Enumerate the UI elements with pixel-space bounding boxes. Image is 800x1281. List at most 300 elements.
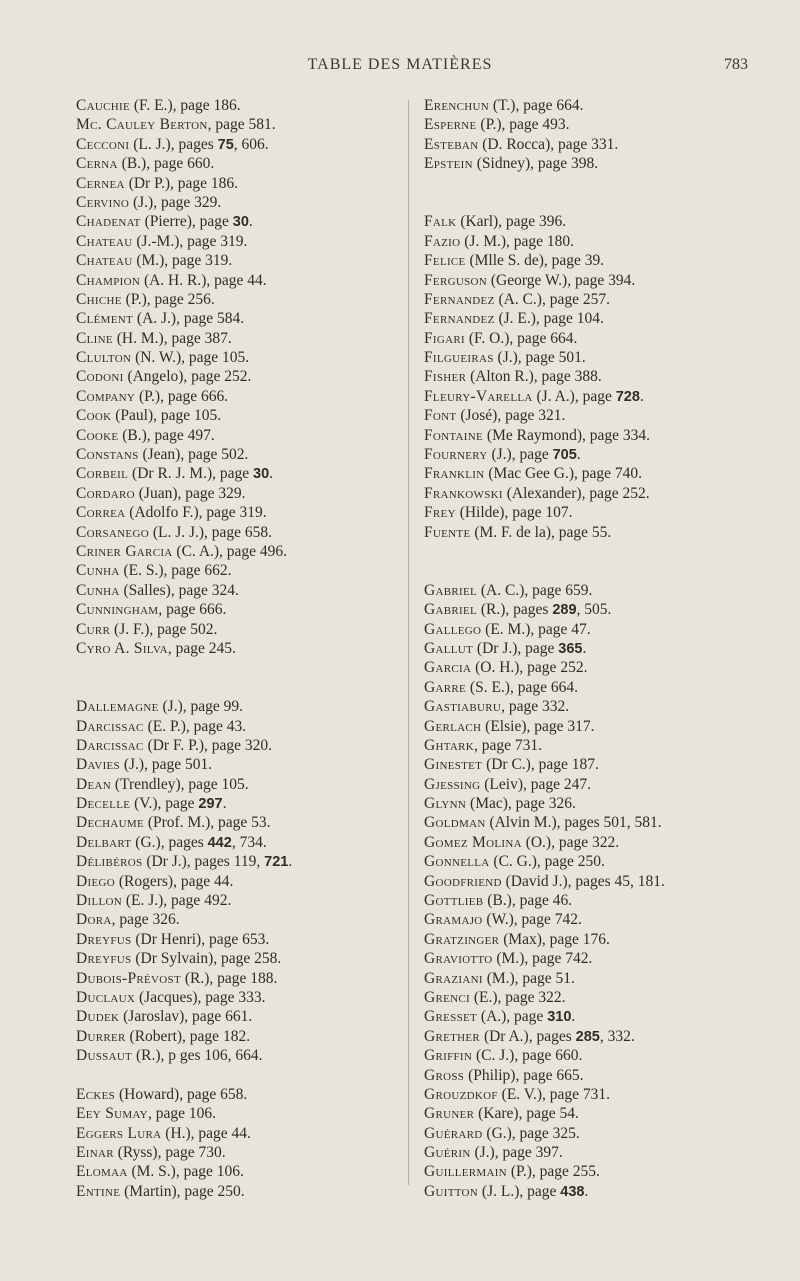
entry-name: Mc. Cauley Berton	[76, 116, 208, 134]
entry-name: Codoni	[76, 368, 124, 386]
entry-name: Darcissac	[76, 717, 144, 735]
index-entry	[424, 1104, 774, 1123]
entry-reference: (José), page 321.	[456, 407, 566, 425]
entry-name: Fleury-Varella	[424, 387, 533, 405]
entry-reference: (R.), page 188.	[180, 969, 278, 987]
entry-name: Duclaux	[76, 988, 136, 1006]
entry-name: Guérard	[424, 1124, 483, 1142]
entry-name: Elomaa	[76, 1163, 128, 1181]
entry-reference: (L. J.), pages	[129, 135, 218, 153]
index-entry	[424, 135, 774, 154]
index-entry	[76, 542, 406, 561]
entry-reference: (A. H. R.), page 44.	[140, 271, 267, 289]
entry-name: Esteban	[424, 135, 479, 153]
index-entry	[424, 833, 774, 852]
index-entry	[76, 891, 406, 910]
entry-name: Diego	[76, 872, 115, 890]
page-header	[0, 56, 800, 78]
index-entry	[76, 852, 406, 871]
entry-reference: (C. G.), page 250.	[489, 853, 605, 871]
entry-name: Guillermain	[424, 1163, 507, 1181]
entry-reference: (Dr R. J. M.), page	[128, 465, 254, 483]
entry-name: Grouzdkof	[424, 1085, 498, 1103]
entry-reference-tail: , 332.	[599, 1027, 635, 1045]
entry-reference: , page 326.	[111, 911, 180, 929]
index-entry	[76, 193, 406, 212]
entry-name: Corsanego	[76, 523, 149, 541]
entry-name: Grenci	[424, 988, 470, 1006]
column-divider	[408, 100, 409, 1185]
entry-reference: (E. V.), page 731.	[497, 1085, 611, 1103]
entry-main-page: 289	[552, 602, 577, 619]
entry-reference: , page 581.	[207, 116, 276, 134]
index-entry	[424, 348, 774, 367]
entry-main-page: 310	[547, 1009, 572, 1026]
entry-reference: (Dr J.), page	[473, 639, 559, 657]
entry-name: Curr	[76, 620, 111, 638]
entry-reference: (N. W.), page 105.	[131, 349, 250, 367]
index-entry	[424, 736, 774, 755]
running-title: TABLE DES MATIÈRES	[307, 56, 493, 73]
entry-name: Dillon	[76, 892, 122, 910]
entry-reference: (V.), page	[130, 795, 199, 813]
entry-main-page: 728	[615, 388, 640, 405]
entry-name: Garre	[424, 678, 467, 696]
entry-reference-tail: .	[639, 387, 644, 405]
entry-reference: (S. E.), page 664.	[466, 678, 578, 696]
entry-reference: (Mac), page 326.	[466, 795, 576, 813]
index-entry	[76, 794, 406, 813]
index-entry	[424, 1027, 774, 1046]
entry-reference: (A. C.), page 659.	[477, 581, 593, 599]
index-entry	[76, 639, 406, 658]
index-entry	[76, 1027, 406, 1046]
entry-name: Cunningham	[76, 601, 159, 619]
entry-reference-tail: .	[269, 465, 274, 483]
entry-reference: (Rogers), page 44.	[114, 872, 234, 890]
entry-name: Cunha	[76, 581, 120, 599]
entry-name: Eckes	[76, 1085, 116, 1103]
index-entry	[424, 891, 774, 910]
index-entry	[424, 717, 774, 736]
entry-name: Durrer	[76, 1027, 126, 1045]
entry-reference: (M. S.), page 106.	[127, 1163, 244, 1181]
entry-name: Guitton	[424, 1182, 479, 1200]
section-gap	[424, 193, 774, 212]
entry-reference: (O. H.), page 252.	[471, 659, 588, 677]
index-entry	[76, 717, 406, 736]
entry-name: Ghtark	[424, 736, 475, 754]
entry-reference: (A. C.), page 257.	[494, 290, 610, 308]
index-entry	[76, 620, 406, 639]
entry-reference-tail: .	[584, 1182, 589, 1200]
section-gap	[76, 678, 406, 697]
index-entry	[76, 775, 406, 794]
entry-name: Gonnella	[424, 853, 490, 871]
index-entry	[424, 484, 774, 503]
index-entry	[424, 1182, 774, 1201]
index-entry	[424, 426, 774, 445]
entry-reference: (Pierre), page	[140, 213, 233, 231]
index-entry	[76, 387, 406, 406]
index-entry	[424, 271, 774, 290]
index-entry	[424, 678, 774, 697]
index-entry	[424, 154, 774, 173]
index-entry	[424, 1143, 774, 1162]
index-entry	[76, 174, 406, 193]
entry-reference: (Ryss), page 730.	[113, 1144, 226, 1162]
index-entry	[424, 464, 774, 483]
entry-main-page: 30	[232, 214, 249, 231]
index-entry	[76, 1007, 406, 1026]
index-entry	[76, 251, 406, 270]
entry-main-page: 30	[253, 466, 270, 483]
entry-name: Darcissac	[76, 736, 144, 754]
entry-name: Dussaut	[76, 1047, 133, 1065]
entry-reference: (Karl), page 396.	[456, 213, 567, 231]
entry-reference: (E. J.), page 492.	[121, 892, 232, 910]
index-entry	[424, 1046, 774, 1065]
entry-reference-tail: , 734.	[231, 833, 267, 851]
entry-name: Fernandez	[424, 290, 495, 308]
entry-reference: (Hilde), page 107.	[455, 504, 573, 522]
entry-reference: (David J.), pages 45, 181.	[501, 872, 665, 890]
index-entry	[76, 1143, 406, 1162]
entry-name: Fernandez	[424, 310, 495, 328]
entry-main-page: 365	[558, 640, 583, 657]
entry-name: Graviotto	[424, 950, 493, 968]
entry-reference: (Salles), page 324.	[119, 581, 239, 599]
entry-reference: (B.), page 497.	[118, 426, 215, 444]
entry-reference: (Dr A.), pages	[480, 1027, 576, 1045]
entry-reference: (Juan), page 329.	[134, 484, 246, 502]
entry-name: Garcia	[424, 659, 472, 677]
entry-name: Dora	[76, 911, 112, 929]
index-entry	[76, 290, 406, 309]
entry-name: Epstein	[424, 155, 473, 173]
index-entry	[76, 348, 406, 367]
entry-reference: (Philip), page 665.	[464, 1066, 584, 1084]
entry-name: Goodfriend	[424, 872, 502, 890]
entry-reference: (Alton R.), page 388.	[466, 368, 602, 386]
index-entry	[424, 600, 774, 619]
entry-reference: (J. A.), page	[532, 387, 616, 405]
entry-name: Felice	[424, 252, 466, 270]
entry-reference: (George W.), page 394.	[486, 271, 636, 289]
entry-name: Gramajo	[424, 911, 483, 929]
index-entry	[424, 367, 774, 386]
index-entry	[424, 872, 774, 891]
entry-name: Esperne	[424, 116, 477, 134]
index-entry	[76, 1104, 406, 1123]
entry-reference: (A. J.), page 584.	[133, 310, 245, 328]
entry-name: Gabriel	[424, 581, 478, 599]
entry-reference-tail: .	[582, 639, 587, 657]
entry-name: Guérin	[424, 1144, 471, 1162]
entry-name: Chateau	[76, 232, 133, 250]
entry-reference: (M.), page 51.	[482, 969, 575, 987]
entry-reference: (J. F.), page 502.	[110, 620, 218, 638]
entry-name: Gruner	[424, 1105, 475, 1123]
index-entry	[76, 949, 406, 968]
entry-reference: (Adolfo F.), page 319.	[125, 504, 267, 522]
index-entry	[424, 910, 774, 929]
entry-reference: (Me Raymond), page 334.	[483, 426, 651, 444]
entry-name: Eey Sumay	[76, 1105, 148, 1123]
entry-name: Gross	[424, 1066, 465, 1084]
index-entry	[76, 329, 406, 348]
entry-reference: (J. E.), page 104.	[494, 310, 604, 328]
entry-name: Franklin	[424, 465, 485, 483]
index-entry	[76, 367, 406, 386]
section-gap	[76, 658, 406, 677]
entry-reference: (J.), page 397.	[470, 1144, 563, 1162]
entry-name: Company	[76, 387, 136, 405]
index-entry	[76, 736, 406, 755]
index-entry	[76, 115, 406, 134]
entry-name: Dreyfus	[76, 950, 132, 968]
entry-name: Falk	[424, 213, 457, 231]
index-entry	[76, 1182, 406, 1201]
index-entry	[424, 639, 774, 658]
entry-reference: (Dr P.), page 186.	[124, 174, 239, 192]
entry-reference: (Dr C.), page 187.	[482, 756, 599, 774]
section-gap	[424, 542, 774, 561]
entry-reference-tail: , 505.	[576, 601, 612, 619]
entry-reference: (J.), page 329.	[129, 193, 222, 211]
index-column-right	[424, 96, 774, 1201]
index-entry	[76, 910, 406, 929]
entry-main-page: 438	[560, 1183, 585, 1200]
index-entry	[76, 426, 406, 445]
index-entry	[424, 949, 774, 968]
entry-reference: (T.), page 664.	[489, 97, 584, 114]
index-entry	[424, 329, 774, 348]
entry-reference: (Leiv), page 247.	[480, 775, 592, 793]
entry-name: Gjessing	[424, 775, 481, 793]
entry-reference: (M.), page 319.	[132, 252, 233, 270]
index-entry	[76, 1124, 406, 1143]
entry-main-page: 442	[207, 834, 232, 851]
entry-reference: (P.), page 666.	[135, 387, 229, 405]
entry-name: Clément	[76, 310, 134, 328]
entry-name: Délibéros	[76, 853, 143, 871]
index-entry	[76, 271, 406, 290]
entry-reference: (E. P.), page 43.	[143, 717, 247, 735]
entry-main-page: 705	[552, 447, 577, 464]
index-entry	[76, 464, 406, 483]
entry-reference: (Kare), page 54.	[474, 1105, 579, 1123]
entry-reference: (E. S.), page 662.	[119, 562, 232, 580]
index-entry	[424, 406, 774, 425]
index-entry	[424, 794, 774, 813]
index-entry	[76, 212, 406, 231]
entry-reference: (J. M.), page 180.	[460, 232, 575, 250]
entry-reference: (J.), page 501.	[493, 349, 586, 367]
index-entry	[76, 96, 406, 115]
entry-name: Cervino	[76, 193, 130, 211]
entry-name: Cooke	[76, 426, 119, 444]
index-entry	[424, 852, 774, 871]
entry-name: Gastiaburu	[424, 698, 502, 716]
entry-name: Dreyfus	[76, 930, 132, 948]
entry-name: Gallego	[424, 620, 482, 638]
entry-reference: , page 666.	[158, 601, 227, 619]
entry-reference-tail: , 606.	[233, 135, 269, 153]
entry-name: Einar	[76, 1144, 114, 1162]
entry-name: Figari	[424, 329, 465, 347]
entry-name: Ferguson	[424, 271, 487, 289]
index-entry	[76, 697, 406, 716]
entry-reference: (O.), page 322.	[521, 833, 620, 851]
entry-reference: (Jacques), page 333.	[135, 988, 266, 1006]
entry-reference: (Mlle S. de), page 39.	[465, 252, 605, 270]
entry-name: Delbart	[76, 833, 132, 851]
index-entry	[424, 1124, 774, 1143]
index-entry	[424, 523, 774, 542]
entry-reference-tail: .	[288, 853, 293, 871]
index-entry	[76, 232, 406, 251]
entry-reference: (J.), page	[487, 446, 553, 464]
entry-reference: (G.), page 325.	[482, 1124, 580, 1142]
section-gap	[76, 1066, 406, 1085]
index-entry	[76, 1046, 406, 1065]
index-entry	[76, 872, 406, 891]
entry-reference-tail: .	[248, 213, 253, 231]
entry-name: Gomez Molina	[424, 833, 522, 851]
index-entry	[424, 387, 774, 406]
index-entry	[424, 930, 774, 949]
index-entry	[424, 1007, 774, 1026]
entry-name: Chiche	[76, 290, 122, 308]
entry-reference: (J.), page 501.	[119, 756, 213, 774]
entry-name: Champion	[76, 271, 141, 289]
entry-reference: (B.), page 46.	[483, 892, 573, 910]
entry-reference: (C. J.), page 660.	[472, 1047, 583, 1065]
entry-reference: (Martin), page 250.	[120, 1182, 245, 1200]
entry-name: Dean	[76, 775, 112, 793]
entry-reference: (Dr J.), pages 119,	[142, 853, 265, 871]
entry-name: Fournery	[424, 446, 488, 464]
index-entry	[76, 406, 406, 425]
entry-reference-tail: .	[576, 446, 581, 464]
entry-name: Frey	[424, 504, 456, 522]
entry-reference: (H.), page 44.	[161, 1124, 251, 1142]
entry-name: Dallemagne	[76, 698, 159, 716]
entry-reference: (P.), page 256.	[121, 290, 215, 308]
entry-reference: (M. F. de la), page 55.	[470, 523, 612, 541]
entry-name: Cyro A. Silva	[76, 639, 168, 657]
entry-name: Gerlach	[424, 717, 482, 735]
entry-name: Davies	[76, 756, 120, 774]
entry-reference: , page 106.	[147, 1105, 216, 1123]
entry-name: Ginestet	[424, 756, 483, 774]
index-entry	[76, 600, 406, 619]
entry-reference: (G.), pages	[131, 833, 208, 851]
index-entry	[76, 930, 406, 949]
index-entry	[424, 813, 774, 832]
entry-reference: (A.), page	[477, 1008, 548, 1026]
entry-reference: (J.-M.), page 319.	[132, 232, 248, 250]
index-entry	[424, 251, 774, 270]
index-entry	[76, 309, 406, 328]
entry-name: Cecconi	[76, 135, 130, 153]
entry-name: Gresset	[424, 1008, 478, 1026]
entry-name: Grether	[424, 1027, 481, 1045]
index-entry	[424, 445, 774, 464]
index-entry	[76, 445, 406, 464]
entry-name: Decelle	[76, 795, 131, 813]
entry-reference-tail: .	[571, 1008, 576, 1026]
entry-name: Cernea	[76, 174, 125, 192]
entry-name: Eggers Lura	[76, 1124, 162, 1142]
entry-reference: (F. O.), page 664.	[464, 329, 578, 347]
entry-name: Erenchun	[424, 97, 490, 114]
index-entry	[424, 232, 774, 251]
entry-reference: (W.), page 742.	[482, 911, 582, 929]
entry-reference: (P.), page 255.	[506, 1163, 600, 1181]
index-entry	[76, 523, 406, 542]
entry-reference: (M.), page 742.	[492, 950, 593, 968]
index-entry	[424, 309, 774, 328]
entry-reference: (Trendley), page 105.	[111, 775, 249, 793]
entry-name: Chateau	[76, 252, 133, 270]
entry-name: Cordaro	[76, 484, 135, 502]
entry-reference: (Howard), page 658.	[115, 1085, 248, 1103]
entry-reference: (F. E.), page 186.	[130, 97, 241, 114]
entry-name: Criner Garcia	[76, 542, 173, 560]
entry-main-page: 75	[217, 136, 234, 153]
index-entry	[76, 135, 406, 154]
entry-reference: (Dr Henri), page 653.	[131, 930, 270, 948]
page-number: 783	[724, 56, 748, 73]
index-entry	[424, 96, 774, 115]
entry-name: Cunha	[76, 562, 120, 580]
index-entry	[76, 484, 406, 503]
index-entry	[76, 755, 406, 774]
entry-reference: (Alexander), page 252.	[502, 484, 650, 502]
entry-reference: (Alvin M.), pages 501, 581.	[485, 814, 662, 832]
entry-reference: (B.), page 660.	[117, 155, 215, 173]
entry-name: Cerna	[76, 155, 118, 173]
entry-reference: (J. L.), page	[478, 1182, 561, 1200]
entry-reference: (Dr F. P.), page 320.	[143, 736, 273, 754]
entry-main-page: 721	[264, 854, 289, 871]
index-entry	[76, 969, 406, 988]
index-entry	[424, 988, 774, 1007]
index-entry	[424, 290, 774, 309]
entry-name: Fazio	[424, 232, 461, 250]
entry-name: Gratzinger	[424, 930, 500, 948]
entry-name: Fuente	[424, 523, 471, 541]
entry-name: Dechaume	[76, 814, 144, 832]
entry-reference: (D. Rocca), page 331.	[478, 135, 619, 153]
entry-name: Entine	[76, 1182, 121, 1200]
entry-reference: (J.), page 99.	[158, 698, 244, 716]
entry-name: Dubois-Prévost	[76, 969, 181, 987]
entry-reference: (H. M.), page 387.	[112, 329, 232, 347]
entry-name: Correa	[76, 504, 126, 522]
entry-name: Goldman	[424, 814, 486, 832]
entry-reference: (Dr Sylvain), page 258.	[131, 950, 282, 968]
entry-name: Corbeil	[76, 465, 129, 483]
index-entry	[76, 1085, 406, 1104]
entry-reference: (P.), page 493.	[476, 116, 570, 134]
index-entry	[76, 581, 406, 600]
entry-name: Graziani	[424, 969, 483, 987]
entry-reference: (Angelo), page 252.	[123, 368, 252, 386]
entry-reference: (C. A.), page 496.	[172, 542, 288, 560]
